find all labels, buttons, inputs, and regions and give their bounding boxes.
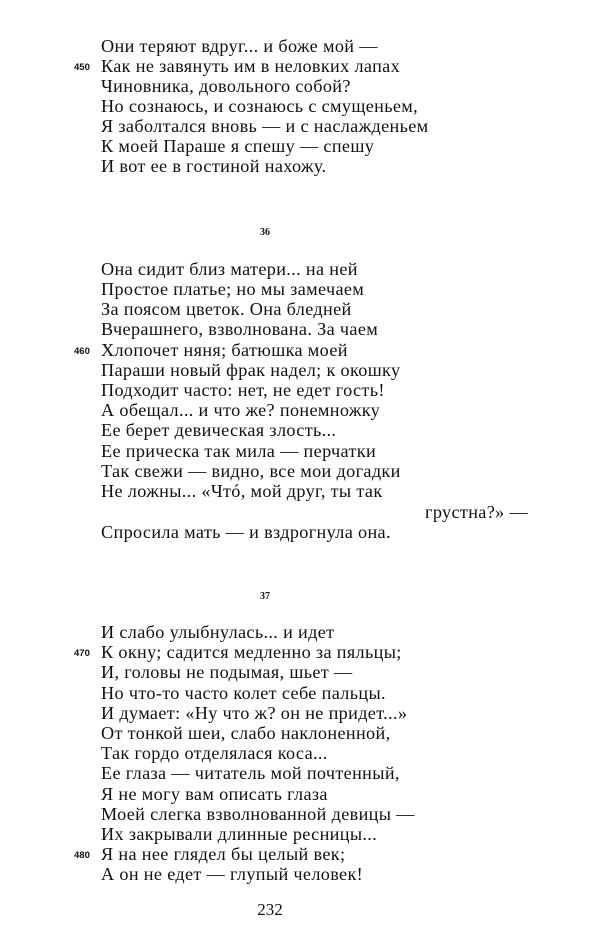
verse-line: К моей Параше я спешу — спешу [101, 136, 375, 156]
verse-line: И думает: «Ну что ж? он не придет...» [101, 703, 408, 723]
verse-line: Спросила мать — и вздрогнула она. [101, 522, 391, 542]
verse-line: Простое платье; но мы замечаем [101, 279, 365, 299]
verse-line: Моей слегка взволнованной девицы — [101, 804, 415, 824]
stanza-number: 37 [260, 591, 270, 602]
verse-line: За поясом цветок. Она бледней [101, 299, 352, 319]
verse-line: Но сознаюсь, и сознаюсь с смущеньем, [101, 96, 419, 116]
verse-line: И, головы не подымая, шьет — [101, 662, 353, 682]
verse-line: Я на нее глядел бы целый век; [101, 844, 346, 864]
verse-line: Ее берет девическая злость... [101, 420, 337, 440]
verse-line-runover: грустна?» — [425, 502, 528, 522]
verse-line: Но что-то часто колет себе пальцы. [101, 683, 386, 703]
verse-line: Хлопочет няня; батюшка моей [101, 340, 348, 360]
verse-line: Их закрывали длинные ресницы... [101, 824, 378, 844]
verse-line: К окну; садится медленно за пяльцы; [101, 642, 402, 662]
verse-line: Я не могу вам описать глаза [101, 784, 328, 804]
verse-line: Так гордо отделялася коса... [101, 743, 328, 763]
verse-line: Ее прическа так мила — перчатки [101, 441, 377, 461]
line-number: 460 [74, 346, 90, 357]
line-number: 450 [74, 62, 90, 73]
stanza-number: 36 [260, 227, 270, 238]
page-number: 232 [257, 900, 283, 919]
verse-line: Она сидит близ матери... на ней [101, 259, 358, 279]
line-number: 470 [74, 648, 90, 659]
verse-line: Ее глаза — читатель мой почтенный, [101, 763, 400, 783]
verse-line: Они теряют вдруг... и боже мой — [101, 36, 378, 56]
verse-line: И слабо улыбнулась... и идет [101, 622, 335, 642]
verse-line: Не ложны... «Чтó, мой друг, ты так [101, 481, 383, 501]
verse-line: А он не едет — глупый человек! [101, 864, 364, 884]
verse-line: Так свежи — видно, все мои догадки [101, 461, 401, 481]
verse-line: От тонкой шеи, слабо наклоненной, [101, 723, 391, 743]
verse-line: Чиновника, довольного собой? [101, 76, 351, 96]
verse-line: И вот ее в гостиной нахожу. [101, 156, 327, 176]
verse-line: А обещал... и что же? понемножку [101, 400, 381, 420]
verse-line: Как не завянуть им в неловких лапах [101, 56, 401, 76]
verse-line: Вчерашнего, взволнована. За чаем [101, 319, 379, 339]
verse-line: Подходит часто: нет, не едет гость! [101, 380, 385, 400]
line-number: 480 [74, 850, 90, 861]
verse-line: Я заболтался вновь — и с наслажденьем [101, 116, 429, 136]
verse-line: Параши новый фрак надел; к окошку [101, 360, 401, 380]
